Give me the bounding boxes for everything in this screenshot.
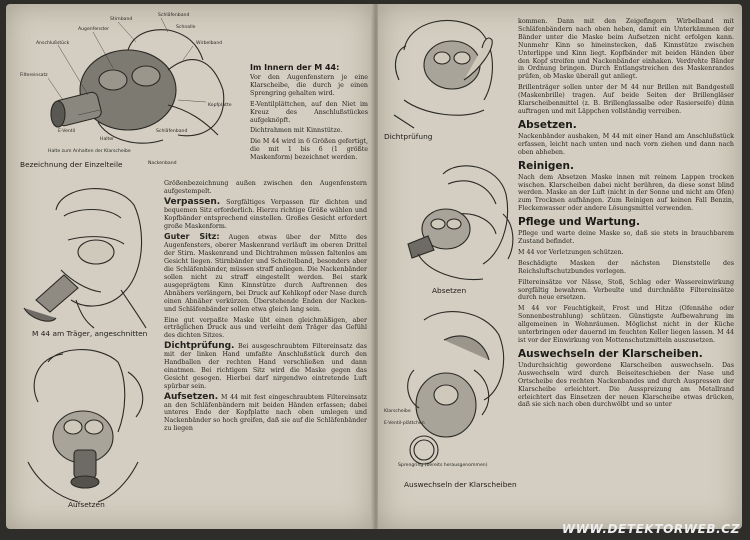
label-filtereinsatz: Filtereinsatz — [20, 73, 48, 78]
text-pflege-1: Pflege und warte deine Maske so, daß sie stets in brauchbarem Zustand befindet. — [518, 230, 734, 246]
label-sprengring: Sprengring (bereits herausgenommen) — [398, 463, 488, 468]
dichtpruefung-illustration — [384, 10, 516, 130]
heading-absetzen: Absetzen. — [518, 118, 577, 131]
figure-caption-absetzen: Absetzen — [432, 286, 467, 295]
text-aufsetzen: M 44 mit fest eingeschraubtem Filtereinsatz an den Schläfenbändern mit beiden Händen erfassen; dabei unteres Ende der Kopfplatte nach oben umlegen und Nackenbänder so hoch greifen, daß sie auf die Schläfenbänder zu liegen — [164, 393, 367, 433]
figure-caption-parts: Bezeichnung der Einzelteile — [20, 160, 123, 169]
label-stirnband: Schläfenband — [158, 13, 190, 18]
text-pflege-3: Beschädigte Masken der nächsten Dienststelle des Reichsluftschutzbundes vorlegen. — [518, 259, 734, 275]
label-halte: Halte zum Anhalten der Klarscheibe — [48, 149, 131, 154]
left-text-column — [250, 60, 368, 165]
label-scheitelband: Stirnband — [110, 17, 133, 22]
label-klarscheibe: Klarscheibe — [384, 409, 411, 414]
text-gut-verpasst: Eine gut verpaßte Maske übt einen gleichmäßigen, aber erträglichen Druck aus und verleiht dem Träger das Gefühl des dichten Sitzes. — [164, 316, 367, 340]
label-schnalle: Schnalle — [176, 25, 196, 30]
booklet — [6, 4, 744, 534]
heading-pflege: Pflege und Wartung. — [518, 216, 640, 229]
mask-on-wearer-illustration — [16, 180, 156, 330]
heading-dichtpruefung: Dichtprüfung. — [164, 341, 235, 352]
text-pflege-2: M 44 vor Verletzungen schützen. — [518, 248, 624, 256]
figure-caption-traeger: M 44 am Träger, angeschnitten — [32, 329, 148, 338]
figure-caption-dichtpruefung: Dichtprüfung — [384, 132, 433, 141]
label-augenfenster: Augenfenster — [78, 27, 109, 32]
label-e-ventil-plaettchen: E-Ventil-plättchen — [384, 421, 425, 426]
text-aufsetzen-cont: kommen. Dann mit den Zeigefingern Wirbelband mit Schläfenbändern nach oben heben, damit ein Unterkämmen der Bänder unter die Maske beim Aufsetzen nicht erfolgen kann. Nunmehr Kinn so hineinstecken, daß Kinnstütze zwischen Unterlippe und Kinn liegt. Kopfbänder mit beiden Händen über den Kopf streifen und Nackenbänder einhaken. Verdrehte Bänder in Ordnung bringen. Durch Entlangstreichen des Maskenrandes prüfen, ob Maske überall gut anliegt. — [518, 18, 734, 81]
figure-caption-aufsetzen: Aufsetzen — [68, 500, 105, 509]
text-brillentraeger: Brillenträger sollen unter der M 44 nur Brillen mit Bandgestell (Maskenbrille) tragen. Auf beide Seiten der Brillengläser Klarscheibenmittel (z. B. Brillenglassalbe oder Rasierseife) dünn auftragen und mit Läppchen vollständig verreiben. — [518, 84, 734, 115]
text-klarscheibe: Vor den Augenfenstern je eine Klarscheibe, die durch je einen Sprengring gehalten wird. — [250, 74, 368, 97]
right-page — [378, 4, 742, 529]
label-wirbelband: Wirbelband — [196, 41, 223, 46]
gas-mask-parts-diagram — [18, 10, 240, 172]
label-kopfplatte: Kopfplatte — [208, 103, 232, 108]
label-e-ventil: E-Ventil — [58, 129, 76, 134]
text-auswechseln: Undurchsichtig gewordene Klarscheiben auswechseln. Das Auswechseln wird durch Beiseiteschieben der Nase und Ortscheibe des rechten Nackenbandes und durch Auspressen der Klarscheibe erleichtert. Die Ausspreizung am Metallrand erleichtert das Einsetzen der neuen Klarscheibe etwas drücken, daß sie sich nach oben durchwölbt und so unter — [518, 361, 734, 409]
text-absetzen: Nackenbänder aushaken, M 44 mit einer Hand am Anschlußstück erfassen, leicht nach unten und nach vorn ziehen und dann nach oben abheben. — [518, 132, 734, 156]
heading-auswechseln: Auswechseln der Klarscheiben. — [518, 347, 703, 360]
text-dichtpruefung: Bei ausgeschraubtem Filtereinsatz das mit der linken Hand umfaßte Anschlußstück durch den Handballen der rechten Hand verschließen und dann einatmen. Bei richtigem Sitz wird die Maske gegen das Gesicht gesogen. Hierbei darf nirgendwo eintretende Luft spürbar sein. — [164, 343, 367, 390]
text-groessen: Die M 44 wird in 6 Größen gefertigt, die mit 1 bis 6 (1 größte Maskenform) bezeichnet werden. — [250, 138, 368, 162]
absetzen-illustration — [388, 154, 520, 289]
text-verpassen: Sorgfältiges Verpassen für dichten und bequemen Sitz erforderlich. Hierzu richtige Größe wählen und Kopfbänder entsprechend einstellen. Großes Gesicht erfordert große Maskenform. — [164, 198, 367, 230]
label-anschlussstueck: Anschlußstück — [36, 41, 70, 46]
auswechseln-illustration — [384, 300, 522, 468]
watermark: WWW.DETEKTORWEB.CZ — [561, 522, 740, 536]
text-dichtrahmen: Dichtrahmen mit Kinnstütze. — [250, 127, 343, 135]
figure-caption-auswechseln: Auswechseln der Klarscheiben — [404, 480, 517, 489]
heading-guter-sitz: Guter Sitz: — [164, 232, 220, 242]
heading-verpassen: Verpassen. — [164, 196, 221, 207]
text-pflege-4: Filtereinsätze vor Nässe, Stoß, Schlag oder Wassereinwirkung sorgfältig bewahren. Verbeulte und durchnäßte Filtereinsätze durch neue ersetzen. — [518, 278, 734, 302]
label-schlaefenband: Schläfenband — [156, 129, 188, 134]
label-nackenband: Nackenband — [148, 161, 177, 166]
text-ventil: E-Ventilplättchen, auf den Niet im Kreuz des Anschlußstückes aufgeknöpft. — [250, 100, 368, 124]
text-reinigen: Nach dem Absetzen Maske innen mit reinem Lappen trocken wischen. Klarscheiben dabei nicht berühren, da diese sonst blind werden. Maske an der Luft (nicht in der Sonne und nicht am Ofen) zum Trocknen aufhängen. Zum Reinigen auf keinen Fall Benzin, Fleckenwasser oder andere Lösungsmittel verwenden. — [518, 173, 734, 213]
label-halter: Halter — [100, 137, 115, 142]
text-pflege-5: M 44 vor Feuchtigkeit, Frost und Hitze (Ofennähe oder Sonnenbestrahlung) schützen. Günstigste Aufbewahrung im allgemeinen in Wohnräumen. Möglichst nicht in der Küche unterbringen oder dauernd im feuchten Keller liegen lassen. M 44 ist vor der Einwirkung von Mottenschutzmitteln auszusetzen. — [518, 305, 734, 344]
right-text-column — [518, 18, 734, 412]
left-page — [6, 4, 374, 529]
text-groessenbezeichnung: Größenbezeichnung außen zwischen den Augenfenstern aufgestempelt. — [164, 180, 367, 195]
text-guter-sitz: Augen etwas über der Mitte des Augenfensters, oberer Maskenrand verläuft im oberen Drittel der Stirn. Maskenrand und Dichtrahmen müssen faltenlos am Gesicht liegen. Stirnbänder und Scheitelband, besonders aber die Schläfenbänder, müssen straff anliegen. Die Nackenbänder sollen nicht zu straff eingestellt werden. Bei stark ausgeprägtem Kinn Kinnstütze durch Auftrennen des Abnähers verlängern, bei Druck auf Kehlkopf oder Nase durch einen Abnäher verkürzen. Überstehende Enden der Nacken- und Schläfenbänder sollen etwa gleich lang sein. — [164, 234, 367, 313]
left-main-text — [164, 180, 367, 436]
heading-reinigen: Reinigen. — [518, 159, 574, 172]
heading-im-innern: Im Innern der M 44: — [250, 63, 340, 72]
aufsetzen-illustration — [18, 342, 156, 507]
heading-aufsetzen: Aufsetzen. — [164, 391, 219, 402]
